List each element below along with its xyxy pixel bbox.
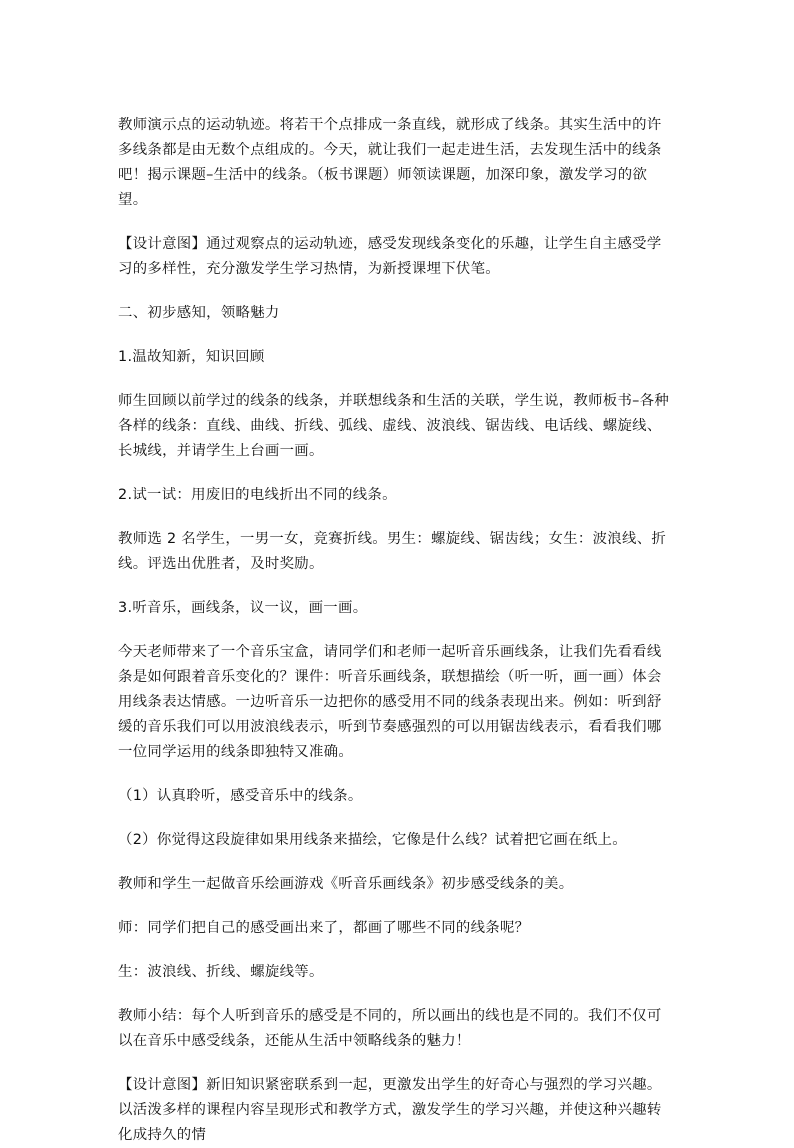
paragraph-teacher-question: 师：同学们把自己的感受画出来了，都画了哪些不同的线条呢？ xyxy=(118,920,530,936)
section-heading: 二、初步感知，领略魅力 xyxy=(118,305,280,321)
paragraph-music: 今天老师带来了一个音乐宝盒，请同学们和老师一起听音乐画线条，让我们先看看线条是如何跟着音乐变化的？课件：听音乐画线条，联想描绘（听一听，画一画）体会用线条表达情感。一边听音乐一边把你的感受用不同的线条表现出来。例如：听到舒缓的音乐我们可以用波浪线表示，听到节奏感强烈的可以用锯齿线表示，看看我们哪一位同学运用的线条即独特又准确。 xyxy=(118,644,662,760)
paragraph-intro: 教师演示点的运动轨迹。将若干个点排成一条直线，就形成了线条。其实生活中的许多线条都是由无数个点组成的。今天，就让我们一起走进生活，去发现生活中的线条吧！揭示课题–生活中的线条。（板书课题）师领读课题，加深印象，激发学习的欲望。 xyxy=(118,117,662,208)
list-item-2: （2）你觉得这段旋律如果用线条来描绘，它像是什么线？试着把它画在纸上。 xyxy=(118,832,627,848)
paragraph-design-intent-1: 【设计意图】通过观察点的运动轨迹，感受发现线条变化的乐趣，让学生自主感受学习的多样性，充分激发学生学习热情，为新授课埋下伏笔。 xyxy=(118,236,662,277)
subheading-review: 1.温故知新，知识回顾 xyxy=(118,349,265,365)
paragraph-student-answer: 生：波浪线、折线、螺旋线等。 xyxy=(118,964,324,980)
subheading-try: 2.试一试：用废旧的电线折出不同的线条。 xyxy=(118,487,397,503)
paragraph-try: 教师选 2 名学生，一男一女，竞赛折线。男生：螺旋线、锯齿线；女生：波浪线、折线。评选出优胜者，及时奖励。 xyxy=(118,531,667,572)
list-item-1: （1）认真聆听，感受音乐中的线条。 xyxy=(118,788,363,804)
paragraph-summary: 教师小结：每个人听到音乐的感受是不同的，所以画出的线也是不同的。我们不仅可以在音乐中感受线条，还能从生活中领略线条的魅力！ xyxy=(118,1008,662,1049)
subheading-music: 3.听音乐，画线条，议一议，画一画。 xyxy=(118,600,368,616)
paragraph-review: 师生回顾以前学过的线条的线条，并联想线条和生活的关联，学生说，教师板书–各种各样的线条：直线、曲线、折线、弧线、虚线、波浪线、锯齿线、电话线、螺旋线、长城线，并请学生上台画一画。 xyxy=(118,393,670,459)
paragraph-game: 教师和学生一起做音乐绘画游戏《听音乐画线条》初步感受线条的美。 xyxy=(118,876,574,892)
paragraph-design-intent-2: 【设计意图】新旧知识紧密联系到一起，更激发出学生的好奇心与强烈的学习兴趣。以活泼多样的课程内容呈现形式和教学方式，激发学生的学习兴趣，并使这种兴趣转化成持久的情 xyxy=(118,1077,662,1143)
